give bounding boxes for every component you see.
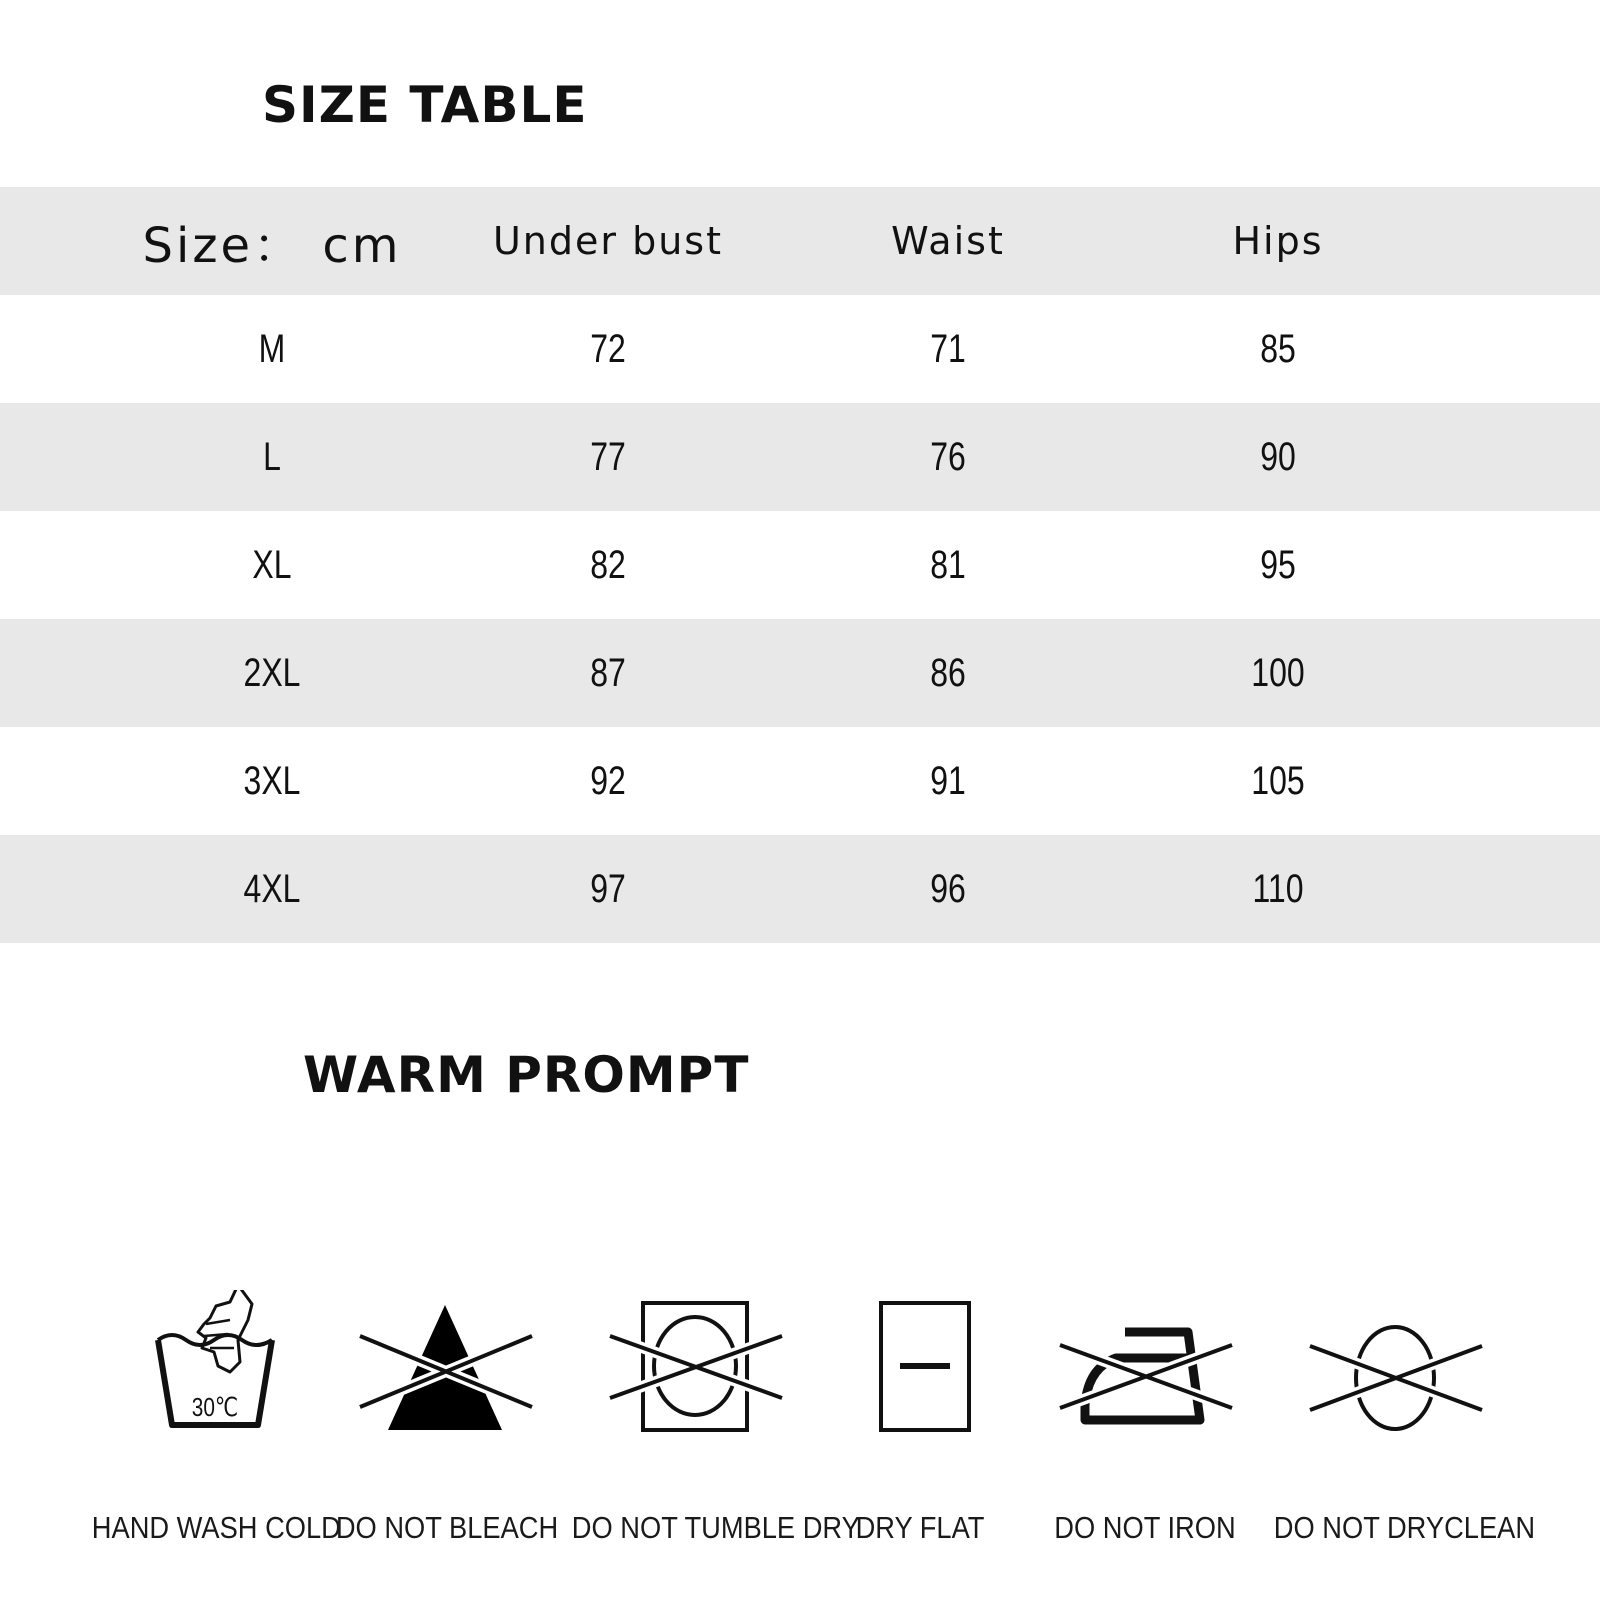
table-row [0, 403, 1600, 511]
under-bust-cell: 77 [590, 434, 626, 479]
under-bust-cell: 97 [590, 866, 626, 911]
do-not-dryclean-icon [1300, 1290, 1490, 1440]
waist-cell: 91 [930, 758, 966, 803]
waist-cell: 76 [930, 434, 966, 479]
size-table-header [0, 187, 1600, 295]
size-cell: 3XL [243, 758, 301, 803]
care-label-no-iron: DO NOT IRON [1054, 1510, 1236, 1545]
hips-cell: 85 [1260, 326, 1296, 371]
hips-cell: 95 [1260, 542, 1296, 587]
size-table-title: SIZE TABLE [262, 76, 588, 134]
header-size-unit: Size： cm [142, 217, 402, 274]
under-bust-cell: 72 [590, 326, 626, 371]
under-bust-cell: 92 [590, 758, 626, 803]
dry-flat-icon [830, 1290, 1020, 1440]
size-cell: 4XL [243, 866, 301, 911]
warm-prompt-title: WARM PROMPT [303, 1046, 750, 1104]
table-row [0, 511, 1600, 619]
table-row [0, 619, 1600, 727]
waist-cell: 96 [930, 866, 966, 911]
hips-cell: 100 [1251, 650, 1305, 695]
under-bust-cell: 82 [590, 542, 626, 587]
size-cell: XL [252, 542, 292, 587]
do-not-bleach-icon [350, 1290, 540, 1440]
table-row [0, 727, 1600, 835]
table-row [0, 835, 1600, 943]
hips-cell: 90 [1260, 434, 1296, 479]
hips-cell: 105 [1251, 758, 1305, 803]
header-hips: Hips [1232, 219, 1324, 263]
waist-cell: 86 [930, 650, 966, 695]
size-cell: M [258, 326, 286, 371]
care-label-no-bleach: DO NOT BLEACH [335, 1510, 559, 1545]
under-bust-cell: 87 [590, 650, 626, 695]
wash-temperature: 30℃ [191, 1392, 239, 1422]
header-under-bust: Under bust [492, 219, 724, 263]
size-cell: 2XL [243, 650, 301, 695]
care-label-no-dryclean: DO NOT DRYCLEAN [1273, 1510, 1536, 1545]
do-not-iron-icon [1050, 1290, 1240, 1440]
header-waist: Waist [891, 219, 1005, 263]
table-row [0, 295, 1600, 403]
do-not-tumble-dry-icon [600, 1290, 790, 1440]
care-label-hand-wash: HAND WASH COLD [91, 1510, 341, 1545]
waist-cell: 71 [930, 326, 966, 371]
hips-cell: 110 [1252, 866, 1304, 911]
hand-wash-icon [120, 1290, 310, 1440]
care-label-no-tumble-dry: DO NOT TUMBLE DRY [571, 1510, 860, 1545]
care-label-dry-flat: DRY FLAT [855, 1510, 985, 1545]
size-cell: L [263, 434, 281, 479]
size-table [0, 187, 1600, 943]
waist-cell: 81 [930, 542, 966, 587]
